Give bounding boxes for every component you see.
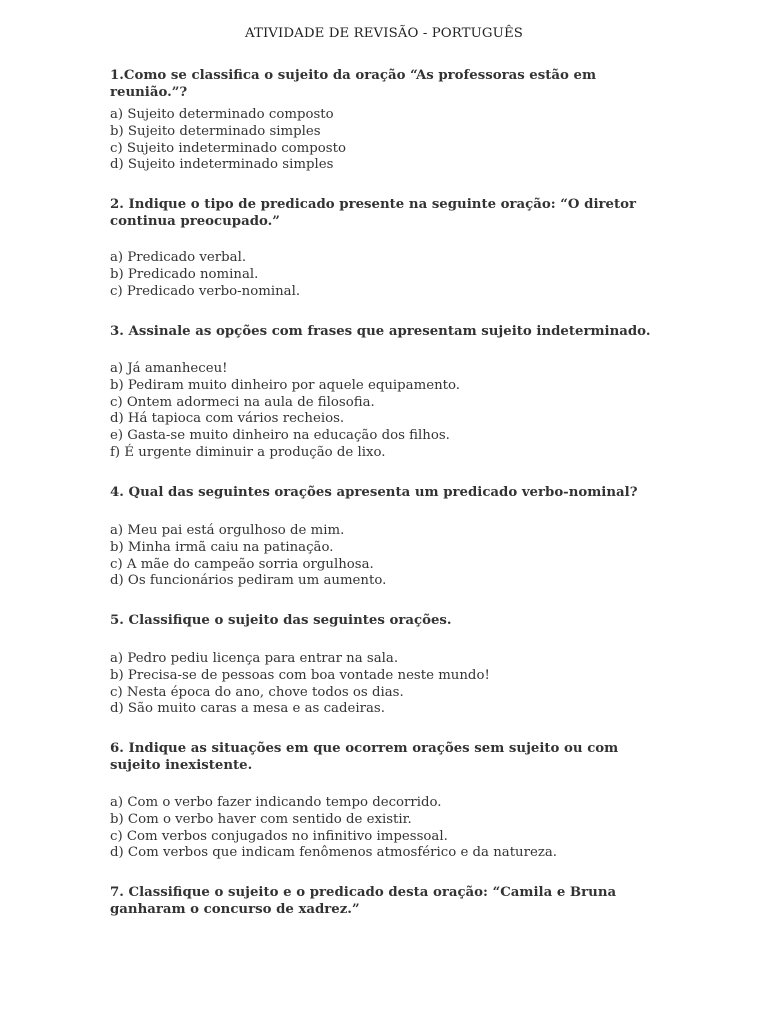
option-2c: c) Predicado verbo-nominal.	[110, 283, 301, 299]
question-6-options	[110, 795, 670, 862]
option-2a: a) Predicado verbal.	[110, 250, 247, 265]
option-6b: b) Com o verbo haver com sentido de existir.	[110, 811, 412, 827]
question-3-text: 3. Assinale as opções com frases que apresentam sujeito indeterminado.	[110, 324, 651, 339]
question-2-text: 2. Indique o tipo de predicado presente na seguinte oração: “O diretor continua preocupado.”	[110, 197, 636, 229]
option-3d: d) Há tapioca com vários recheios.	[110, 411, 345, 427]
option-4a: a) Meu pai está orgulhoso de mim.	[110, 523, 345, 538]
option-3b: b) Pediram muito dinheiro por aquele equipamento.	[110, 377, 460, 393]
question-3-options	[110, 361, 670, 462]
option-3f: f) É urgente diminuir a produção de lixo.	[110, 444, 386, 460]
option-6a: a) Com o verbo fazer indicando tempo decorrido.	[110, 795, 442, 810]
option-2b: b) Predicado nominal.	[110, 266, 259, 282]
question-1-options	[110, 107, 670, 174]
option-6d: d) Com verbos que indicam fenômenos atmosférico e da natureza.	[110, 845, 557, 861]
option-4c: c) A mãe do campeão sorria orgulhosa.	[110, 556, 374, 572]
option-1a: a) Sujeito determinado composto	[110, 107, 334, 122]
question-5-options	[110, 651, 670, 718]
option-3a: a) Já amanheceu!	[110, 361, 228, 376]
question-4-options	[110, 523, 670, 590]
option-1b: b) Sujeito determinado simples	[110, 123, 321, 139]
option-5d: d) São muito caras a mesa e as cadeiras.	[110, 701, 385, 717]
question-1-text: 1.Como se classifica o sujeito da oração “As professoras estão em reunião.”?	[110, 68, 597, 100]
option-3c: c) Ontem adormeci na aula de filosofia.	[110, 394, 375, 410]
question-5-text: 5. Classifique o sujeito das seguintes orações.	[110, 613, 452, 628]
question-7-text: 7. Classifique o sujeito e o predicado desta oração: “Camila e Bruna ganharam o concurso de xadrez.”	[110, 885, 617, 917]
question-6-text: 6. Indique as situações em que ocorrem orações sem sujeito ou com sujeito inexistente.	[110, 741, 619, 773]
question-4-text: 4. Qual das seguintes orações apresenta um predicado verbo-nominal?	[110, 485, 638, 500]
option-6c: c) Com verbos conjugados no infinitivo impessoal.	[110, 828, 448, 844]
option-1c: c) Sujeito indeterminado composto	[110, 140, 346, 156]
option-1d: d) Sujeito indeterminado simples	[110, 157, 334, 173]
option-4d: d) Os funcionários pediram um aumento.	[110, 573, 387, 589]
page-title: ATIVIDADE DE REVISÃO - PORTUGUÊS	[245, 26, 523, 41]
option-5b: b) Precisa-se de pessoas com boa vontade neste mundo!	[110, 667, 490, 683]
option-5a: a) Pedro pediu licença para entrar na sala.	[110, 651, 399, 666]
option-4b: b) Minha irmã caiu na patinação.	[110, 539, 334, 555]
option-5c: c) Nesta época do ano, chove todos os dias.	[110, 684, 404, 700]
question-2-options	[110, 250, 670, 300]
option-3e: e) Gasta-se muito dinheiro na educação dos filhos.	[110, 428, 450, 444]
